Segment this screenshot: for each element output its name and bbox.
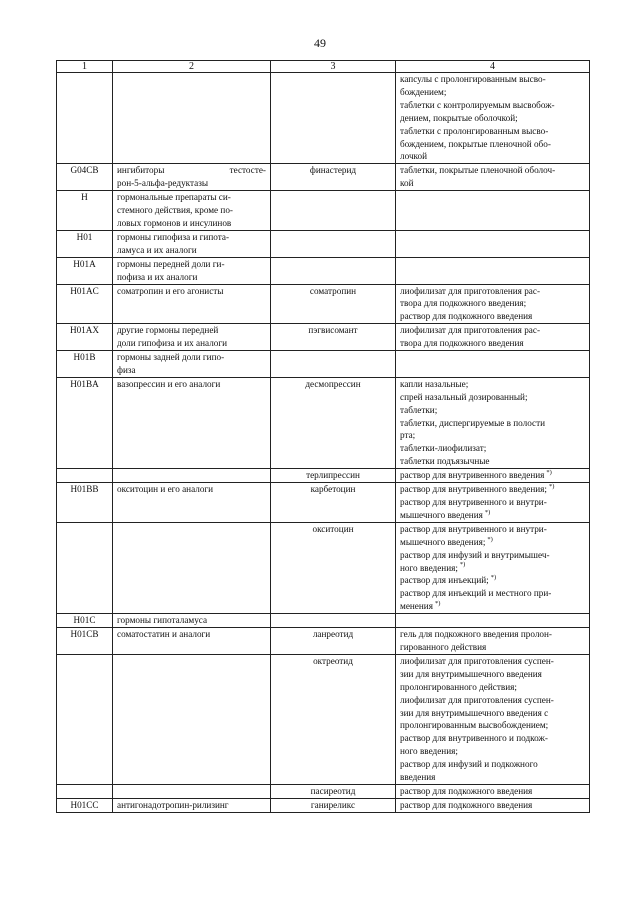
- dosage-form-text: бождением;: [400, 86, 447, 97]
- dosage-form-text: таблетки подъязычные: [400, 456, 490, 467]
- group-name-cell: [113, 469, 271, 483]
- dosage-form-line: [400, 150, 585, 163]
- drug-name-cell: окситоцин: [271, 522, 396, 613]
- dosage-form-text: раствор для подкожного введения: [400, 785, 533, 796]
- dosage-form-line: [400, 86, 585, 99]
- drug-name-cell: [271, 351, 396, 378]
- atc-code-cell: H01C: [57, 614, 113, 628]
- drug-name-cell: [271, 191, 396, 231]
- dosage-form-line: [400, 404, 585, 417]
- dosage-form-text: таблетки;: [400, 404, 438, 415]
- dosage-forms-cell: [396, 230, 590, 257]
- dosage-form-text: раствор для внутривенного и внутри-: [400, 497, 547, 507]
- dosage-form-line: [400, 378, 585, 391]
- table-row: [57, 377, 590, 468]
- dosage-form-text: рта;: [400, 430, 416, 441]
- table-row: [57, 628, 590, 655]
- dosage-form-line: [400, 297, 585, 310]
- drug-name-cell: терлипрессин: [271, 469, 396, 483]
- group-name-cell: [113, 377, 271, 468]
- dosage-form-line: [400, 681, 585, 694]
- table-row: [57, 284, 590, 324]
- group-name-line: гормоны передней доли ги-: [117, 258, 225, 269]
- dosage-forms-cell: [396, 654, 590, 784]
- dosage-form-line: [400, 785, 585, 798]
- dosage-forms-cell: [396, 257, 590, 284]
- table-row: [57, 164, 590, 191]
- medication-table: [56, 60, 590, 813]
- dosage-form-line: [400, 587, 585, 600]
- header-row: [57, 61, 590, 73]
- footnote-marker: *): [487, 535, 493, 543]
- footnote-marker: *): [484, 508, 491, 516]
- group-name-cell: [113, 284, 271, 324]
- group-name-cell: [113, 230, 271, 257]
- dosage-form-line: [400, 429, 585, 442]
- group-name-line: [117, 164, 266, 177]
- footnote-marker: *): [490, 574, 497, 582]
- dosage-forms-cell: [396, 784, 590, 798]
- dosage-form-line: [400, 655, 585, 668]
- group-name-line: окситоцин и его аналоги: [117, 484, 214, 495]
- drug-name-cell: финастерид: [271, 164, 396, 191]
- drug-name-cell: ганиреликс: [271, 798, 396, 812]
- dosage-form-text: раствор для внутривенного и подкож-: [400, 733, 548, 744]
- dosage-forms-cell: [396, 164, 590, 191]
- atc-code-cell: H01BA: [57, 377, 113, 468]
- dosage-form-line: [400, 719, 585, 732]
- dosage-form-text: раствор для инъекций и местного при-: [400, 588, 552, 599]
- dosage-form-text: дением, покрытые оболочкой;: [400, 112, 518, 123]
- footnote-marker: *): [548, 483, 555, 491]
- dosage-form-text: кой: [400, 178, 414, 189]
- dosage-form-line: [400, 523, 585, 536]
- table-row: [57, 784, 590, 798]
- atc-code-cell: H01AC: [57, 284, 113, 324]
- page-number: 49: [314, 36, 326, 50]
- atc-code-cell: G04CB: [57, 164, 113, 191]
- dosage-form-line: [400, 417, 585, 430]
- dosage-form-text: таблетки с контролируемым высвобож-: [400, 99, 555, 110]
- group-name-line: вазопрессин и его аналоги: [117, 378, 221, 389]
- dosage-form-text: мышечного введения: [400, 509, 483, 520]
- group-name-cell: [113, 483, 271, 523]
- group-name-word: тестосте-: [229, 165, 266, 176]
- dosage-form-text: лочкой: [400, 151, 428, 162]
- dosage-form-line: [400, 442, 585, 455]
- dosage-forms-cell: [396, 469, 590, 483]
- dosage-form-line: [400, 758, 585, 771]
- dosage-form-text: капли назальные;: [400, 378, 469, 389]
- drug-name-cell: [271, 257, 396, 284]
- dosage-form-text: пролонгированного действия;: [400, 681, 517, 692]
- group-name-line: рон-5-альфа-редуктазы: [117, 178, 209, 189]
- drug-name-cell: карбетоцин: [271, 483, 396, 523]
- dosage-form-text: зии для внутримышечного введения: [400, 668, 542, 679]
- dosage-form-text: твора для подкожного введения: [400, 338, 524, 349]
- group-name-cell: [113, 73, 271, 164]
- atc-code-cell: [57, 522, 113, 613]
- dosage-form-line: [400, 177, 585, 190]
- group-name-cell: [113, 522, 271, 613]
- dosage-form-line: [400, 771, 585, 784]
- dosage-form-text: раствор для подкожного введения: [400, 311, 533, 322]
- atc-code-cell: H01AX: [57, 324, 113, 351]
- dosage-forms-cell: [396, 522, 590, 613]
- dosage-form-line: [400, 483, 585, 496]
- dosage-form-line: [400, 138, 585, 151]
- dosage-form-text: таблетки-лиофилизат;: [400, 443, 487, 454]
- dosage-forms-cell: [396, 483, 590, 523]
- group-name-cell: [113, 351, 271, 378]
- dosage-form-line: [400, 574, 585, 587]
- table-row: [57, 522, 590, 613]
- dosage-form-line: [400, 164, 585, 177]
- dosage-form-line: [400, 455, 585, 468]
- column-header-2: 2: [113, 61, 271, 73]
- dosage-forms-cell: [396, 798, 590, 812]
- dosage-form-line: [400, 668, 585, 681]
- group-name-line: стемного действия, кроме по-: [117, 205, 233, 216]
- group-name-cell: [113, 164, 271, 191]
- dosage-form-line: [400, 600, 585, 613]
- dosage-form-line: [400, 732, 585, 745]
- table-row: [57, 257, 590, 284]
- table-row: [57, 798, 590, 812]
- table-row: [57, 469, 590, 483]
- dosage-form-line: [400, 99, 585, 112]
- group-name-cell: [113, 614, 271, 628]
- drug-name-cell: [271, 73, 396, 164]
- drug-name-cell: соматропин: [271, 284, 396, 324]
- dosage-form-text: раствор для внутривенного введения;: [400, 484, 547, 495]
- table-row: [57, 351, 590, 378]
- group-name-line: гормоны задней доли гипо-: [117, 352, 225, 363]
- table-row: [57, 324, 590, 351]
- dosage-form-text: пролонгированным высвобождением;: [400, 720, 549, 731]
- group-name-line: физа: [117, 364, 136, 375]
- dosage-form-text: раствор для внутривенного и внутри-: [400, 523, 547, 534]
- group-name-cell: [113, 784, 271, 798]
- dosage-form-text: раствор для инъекций;: [400, 575, 489, 586]
- dosage-form-text: раствор для инфузий и внутримышеч-: [400, 549, 550, 560]
- table-row: [57, 230, 590, 257]
- dosage-form-text: ного введения;: [400, 562, 458, 573]
- dosage-form-text: мышечного введения;: [400, 536, 486, 547]
- dosage-form-text: спрей назальный дозированный;: [400, 391, 528, 402]
- group-name-line: ламуса и их аналоги: [117, 244, 197, 255]
- atc-code-cell: [57, 654, 113, 784]
- dosage-forms-cell: [396, 377, 590, 468]
- dosage-form-line: [400, 549, 585, 562]
- dosage-form-text: гель для подкожного введения пролон-: [400, 629, 552, 640]
- drug-name-cell: пэгвисомант: [271, 324, 396, 351]
- dosage-form-line: [400, 707, 585, 720]
- dosage-forms-cell: [396, 73, 590, 164]
- drug-name-cell: [271, 614, 396, 628]
- dosage-form-line: [400, 310, 585, 323]
- dosage-form-line: [400, 641, 585, 654]
- dosage-form-line: [400, 694, 585, 707]
- dosage-form-line: [400, 337, 585, 350]
- atc-code-cell: [57, 73, 113, 164]
- group-name-cell: [113, 798, 271, 812]
- dosage-form-line: [400, 562, 585, 575]
- atc-code-cell: H01CC: [57, 798, 113, 812]
- dosage-form-line: [400, 509, 585, 522]
- dosage-forms-cell: [396, 284, 590, 324]
- group-name-word: ингибиторы: [117, 165, 165, 176]
- dosage-form-text: раствор для внутривенного введения: [400, 470, 545, 481]
- dosage-form-text: введения: [400, 772, 436, 783]
- group-name-line: пофиза и их аналоги: [117, 271, 198, 282]
- dosage-form-text: лиофилизат для приготовления суспен-: [400, 655, 554, 666]
- column-header-1: 1: [57, 61, 113, 73]
- atc-code-cell: [57, 784, 113, 798]
- group-name-cell: [113, 324, 271, 351]
- table-row: [57, 614, 590, 628]
- atc-code-cell: H01: [57, 230, 113, 257]
- drug-name-cell: пасиреотид: [271, 784, 396, 798]
- table-row: [57, 483, 590, 523]
- column-header-4: 4: [396, 61, 590, 73]
- group-name-cell: [113, 628, 271, 655]
- dosage-form-text: лиофилизат для приготовления рас-: [400, 325, 541, 336]
- dosage-form-text: капсулы с пролонгированным высво-: [400, 74, 546, 84]
- dosage-form-text: раствор для подкожного введения: [400, 799, 533, 810]
- drug-name-cell: десмопрессин: [271, 377, 396, 468]
- atc-code-cell: H01BB: [57, 483, 113, 523]
- group-name-cell: [113, 257, 271, 284]
- column-header-3: 3: [271, 61, 396, 73]
- atc-code-cell: [57, 469, 113, 483]
- dosage-forms-cell: [396, 628, 590, 655]
- dosage-form-text: раствор для инфузий и подкожного: [400, 759, 538, 770]
- atc-code-cell: H01CB: [57, 628, 113, 655]
- group-name-line: гормональные препараты си-: [117, 192, 231, 203]
- group-name-line: гормоны гипоталамуса: [117, 615, 208, 626]
- dosage-forms-cell: [396, 351, 590, 378]
- group-name-line: доли гипофиза и их аналоги: [117, 338, 228, 349]
- dosage-form-line: [400, 391, 585, 404]
- dosage-form-text: зии для внутримышечного введения с: [400, 707, 549, 718]
- group-name-cell: [113, 654, 271, 784]
- dosage-form-text: гированного действия: [400, 641, 487, 652]
- drug-name-cell: ланреотид: [271, 628, 396, 655]
- table-row: [57, 73, 590, 164]
- dosage-forms-cell: [396, 324, 590, 351]
- group-name-line: соматостатин и аналоги: [117, 629, 211, 640]
- footnote-marker: *): [546, 469, 552, 477]
- dosage-form-line: [400, 745, 585, 758]
- group-name-line: антигонадотропин-рилизинг: [117, 799, 229, 810]
- dosage-form-line: [400, 628, 585, 641]
- dosage-form-line: [400, 799, 585, 812]
- dosage-forms-cell: [396, 191, 590, 231]
- group-name-line: другие гормоны передней: [117, 325, 219, 336]
- table-row: [57, 191, 590, 231]
- dosage-form-text: таблетки, диспергируемые в полости: [400, 417, 546, 428]
- dosage-forms-cell: [396, 614, 590, 628]
- drug-name-cell: [271, 230, 396, 257]
- dosage-form-text: таблетки с пролонгированным высво-: [400, 125, 549, 136]
- table-row: [57, 654, 590, 784]
- dosage-form-line: [400, 469, 585, 482]
- group-name-line: гормоны гипофиза и гипота-: [117, 231, 230, 242]
- dosage-form-line: [400, 324, 585, 337]
- dosage-form-text: лиофилизат для приготовления рас-: [400, 285, 541, 296]
- atc-code-cell: H01A: [57, 257, 113, 284]
- dosage-form-text: лиофилизат для приготовления суспен-: [400, 694, 554, 705]
- dosage-form-line: [400, 536, 585, 549]
- dosage-form-text: таблетки, покрытые пленочной оболоч-: [400, 165, 556, 176]
- dosage-form-text: твора для подкожного введения;: [400, 298, 527, 309]
- drug-name-cell: октреотид: [271, 654, 396, 784]
- atc-code-cell: H: [57, 191, 113, 231]
- dosage-form-line: [400, 112, 585, 125]
- footnote-marker: *): [459, 561, 466, 569]
- dosage-form-text: бождением, покрытые пленочной обо-: [400, 138, 551, 149]
- dosage-form-line: [400, 73, 585, 86]
- group-name-cell: [113, 191, 271, 231]
- dosage-form-text: ного введения;: [400, 746, 458, 757]
- dosage-form-line: [400, 285, 585, 298]
- atc-code-cell: H01B: [57, 351, 113, 378]
- dosage-form-text: менения: [400, 601, 433, 612]
- dosage-form-line: [400, 125, 585, 138]
- group-name-line: соматропин и его агонисты: [117, 285, 224, 296]
- dosage-form-line: [400, 496, 585, 509]
- footnote-marker: *): [434, 600, 441, 608]
- group-name-line: ловых гормонов и инсулинов: [117, 217, 232, 228]
